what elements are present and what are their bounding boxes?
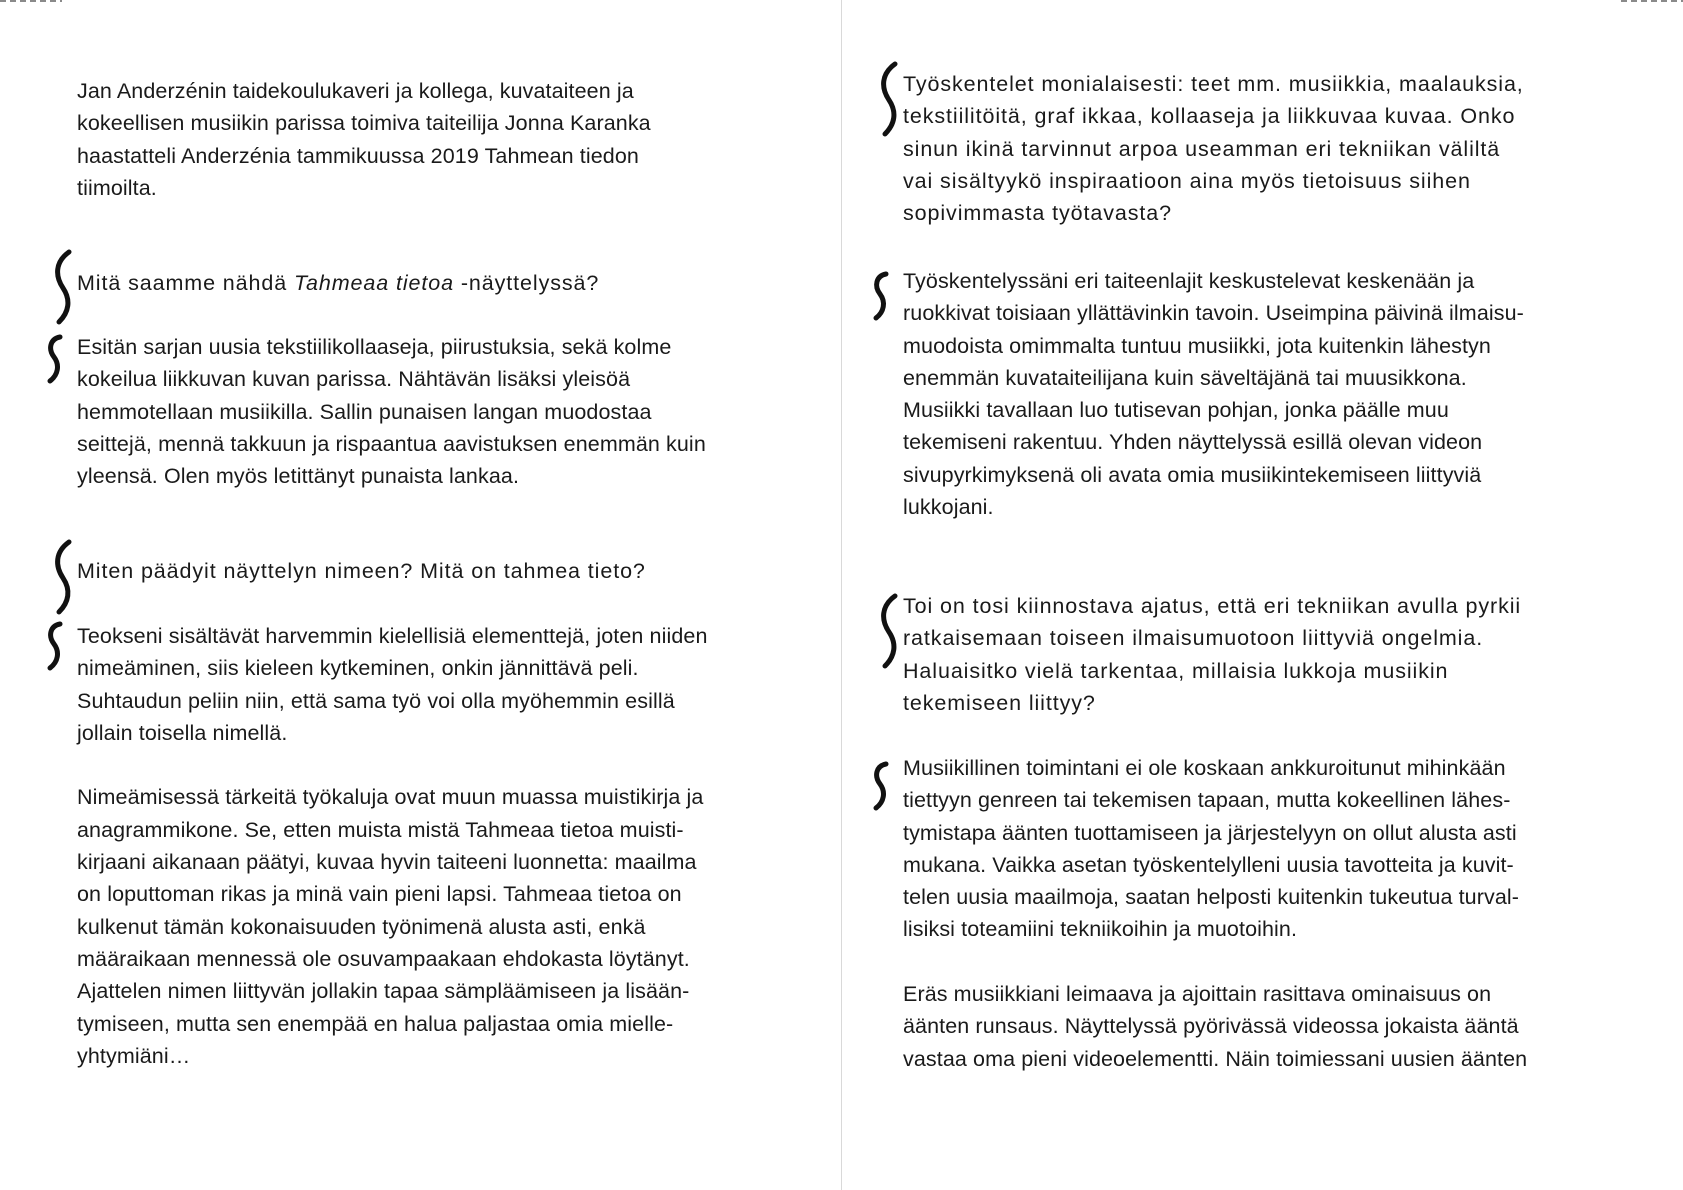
question-line: sinun ikinä tarvinnut arpoa useamman eri tekniikan väliltä [903,136,1501,161]
question-line: Työskentelet monialaisesti: teet mm. musiikkia, maalauksia, [903,72,1524,96]
answer-mark-icon [42,333,68,389]
question-3 [903,68,1524,229]
answer-line: mukana. Vaikka asetan työskentelylleni uusia tavotteita ja kuvit- [903,852,1514,877]
answer-mark-icon [42,620,68,676]
answer-line: lisiksi toteamiini tekniikoihin ja muotoihin. [903,917,1298,942]
answer-line: seittejä, mennä takkuun ja rispaantua aavistuksen enemmän kuin [77,431,706,456]
question-1 [77,267,599,299]
question-line: tekemiseen liittyy? [903,690,1096,715]
answer-line: tekemiseni rakentuu. Yhden näyttelyssä esillä olevan videon [903,430,1483,455]
answer-line: Suhtaudun peliin niin, että sama työ voi olla myöhemmin esillä [77,688,675,713]
answer-3 [903,265,1524,523]
question-4 [903,590,1521,719]
question-mark-icon [873,592,907,672]
answer-line: tiettyyn genreen tai tekemisen tapaan, mutta kokeellinen lähes- [903,788,1511,813]
intro-line: tiimoilta. [77,175,157,200]
answer-line: kirjaani aikanaan päätyi, kuvaa hyvin taiteeni luonnetta: maailma [77,850,697,875]
answer-line: muodoista omimmalta tuntuu musiikki, jota kuitenkin lähestyn [903,333,1491,358]
answer-line: Työskentelyssäni eri taiteenlajit keskustelevat keskenään ja [903,269,1475,293]
intro-line: Jan Anderzénin taidekoulukaveri ja kollega, kuvataiteen ja [77,79,634,103]
answer-line: yleensä. Olen myös letittänyt punaista lankaa. [77,464,520,489]
question-line: tekstiilitöitä, graf ikkaa, kollaaseja ja liikkuvaa kuvaa. Onko [903,104,1516,129]
question-line: sopivimmasta työtavasta? [903,201,1172,226]
answer-line: Eräs musiikkiani leimaava ja ajoittain rasittava ominaisuus on [903,982,1492,1007]
question-line: Toi on tosi kiinnostava ajatus, että eri tekniikan avulla pyrkii [903,594,1522,618]
question-1-text-end: -näyttelyssä? [454,271,600,295]
answer-line: Nimeämisessä tärkeitä työkaluja ovat muun muassa muistikirja ja [77,785,704,810]
answer-4 [903,752,1527,1075]
answer-line: hemmotellaan musiikilla. Sallin punaisen langan muodostaa [77,399,652,424]
question-line: Haluaisitko vielä tarkentaa, millaisia lukkoja musiikin [903,658,1449,683]
answer-mark-icon [868,270,894,326]
answer-line: lukkojani. [903,495,994,520]
answer-line: sivupyrkimyksenä oli avata omia musiikintekemiseen liittyviä [903,462,1482,487]
exhibition-title: Tahmeaa tietoa [293,271,454,295]
intro-paragraph [77,75,651,204]
answer-line: Esitän sarjan uusia tekstiilikollaaseja, piirustuksia, sekä kolme [77,335,672,359]
intro-line: kokeellisen musiikin parissa toimiva taiteilija Jonna Karanka [77,111,651,136]
answer-line: Teokseni sisältävät harvemmin kielellisiä elementtejä, joten niiden [77,624,708,648]
answer-line: Ajattelen nimen liittyvän jollakin tapaa sämpläämiseen ja lisään- [77,979,690,1004]
answer-line: Musiikki tavallaan luo tutisevan pohjan, jonka päälle muu [903,398,1449,423]
answer-line: kokeilua liikkuvan kuvan parissa. Nähtävän lisäksi yleisöä [77,367,631,392]
question-mark-icon [47,538,81,618]
answer-line: telen uusia maailmoja, saatan helposti kuitenkin tukeutua turval- [903,885,1520,910]
answer-1 [77,331,706,492]
answer-mark-icon [868,760,894,816]
answer-line: yhtymiäni… [77,1043,191,1068]
answer-2 [77,620,708,1072]
question-line: vai sisältyykö inspiraatioon aina myös tietoisuus siihen [903,168,1471,193]
answer-line: Musiikillinen toimintani ei ole koskaan ankkuroitunut mihinkään [903,756,1506,780]
answer-line: on loputtoman rikas ja minä vain pieni lapsi. Tahmeaa tietoa on [77,882,682,907]
intro-line: haastatteli Anderzénia tammikuussa 2019 Tahmean tiedon [77,143,639,168]
question-2-text: Miten päädyit näyttelyn nimeen? Mitä on tahmea tieto? [77,559,646,583]
answer-line: nimeäminen, siis kieleen kytkeminen, onkin jännittävä peli. [77,656,639,681]
question-line: ratkaisemaan toiseen ilmaisumuotoon liittyviä ongelmia. [903,626,1484,651]
answer-line: äänten runsaus. Näyttelyssä pyörivässä videossa jokaista ääntä [903,1014,1519,1039]
answer-line: tymiseen, mutta sen enempää en halua paljastaa omia mielle- [77,1011,674,1036]
answer-line: määraikaan mennessä ole osuvampaakaan ehdokasta löytänyt. [77,946,690,971]
question-mark-icon [873,60,907,140]
answer-line: vastaa oma pieni videoelementti. Näin toimiessani uusien äänten [903,1046,1528,1071]
answer-line: jollain toisella nimellä. [77,720,288,745]
answer-line: anagrammikone. Se, etten muista mistä Tahmeaa tietoa muisti- [77,817,684,842]
answer-line: ruokkivat toisiaan yllättävinkin tavoin. Useimpina päivinä ilmaisu- [903,301,1524,326]
answer-line: kulkenut tämän kokonaisuuden työnimenä alusta asti, enkä [77,914,646,939]
question-mark-icon [47,248,81,328]
question-2 [77,555,646,587]
left-page [0,0,841,1190]
right-page [842,0,1683,1190]
question-1-text-start: Mitä saamme nähdä [77,271,294,295]
answer-line: enemmän kuvataiteilijana kuin säveltäjänä tai muusikkona. [903,365,1467,390]
answer-line: tymistapa äänten tuottamiseen ja järjestelyyn on ollut alusta asti [903,820,1517,845]
